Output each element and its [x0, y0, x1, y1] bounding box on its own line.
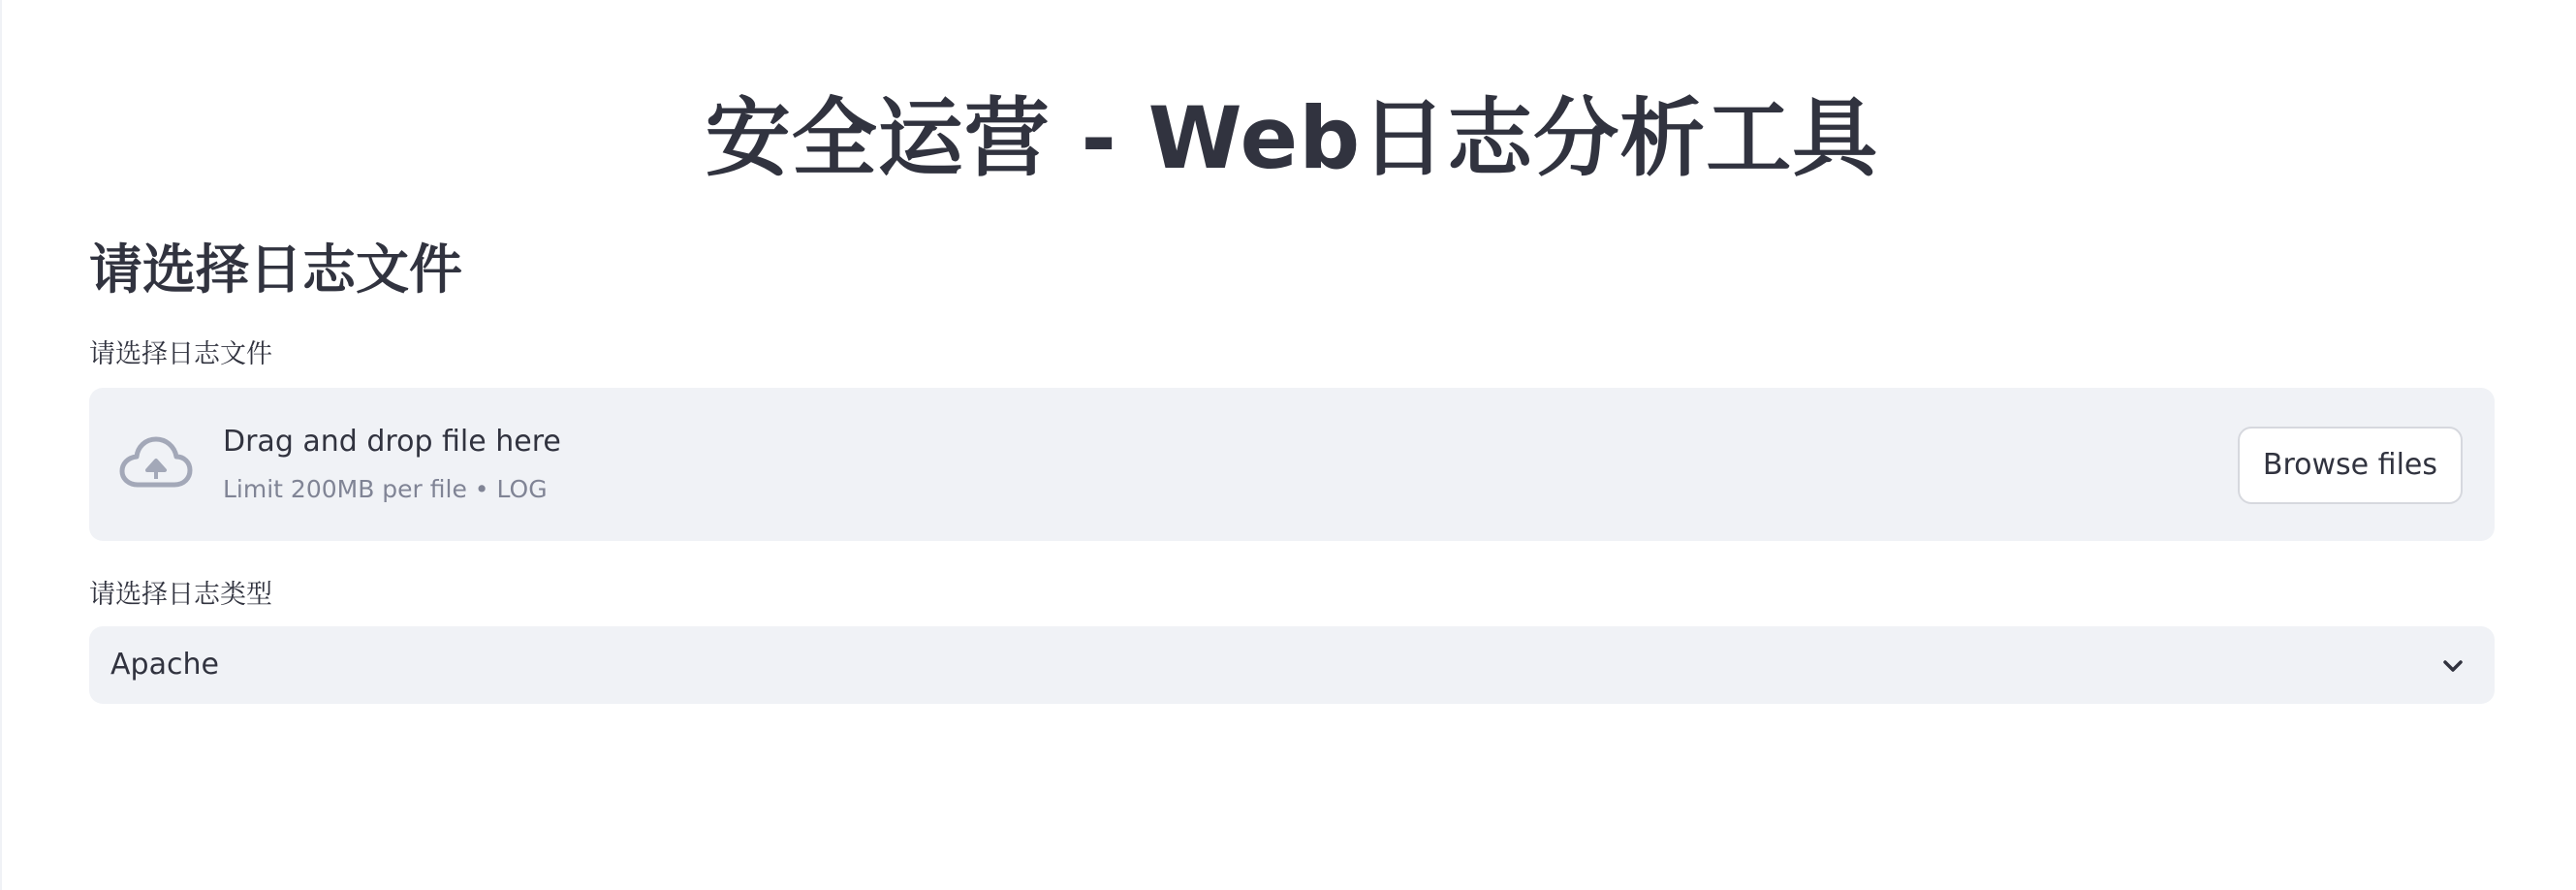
cloud-upload-icon — [118, 434, 194, 494]
log-type-label: 请选择日志类型 — [89, 580, 272, 610]
chevron-down-icon[interactable] — [2440, 653, 2466, 679]
dropzone-limit-text: Limit 200MB per file • LOG — [223, 475, 548, 503]
file-uploader-label: 请选择日志文件 — [89, 339, 272, 369]
left-edge-divider — [0, 0, 2, 890]
section-heading: 请选择日志文件 — [89, 238, 463, 301]
dropzone-instructions: Drag and drop file here — [223, 425, 561, 459]
page-title: 安全运营 - Web日志分析工具 — [705, 88, 1879, 188]
log-type-selected-value: Apache — [110, 648, 219, 682]
log-type-select[interactable] — [89, 626, 2495, 704]
browse-files-button[interactable]: Browse files — [2238, 427, 2463, 504]
file-dropzone[interactable] — [89, 388, 2495, 541]
